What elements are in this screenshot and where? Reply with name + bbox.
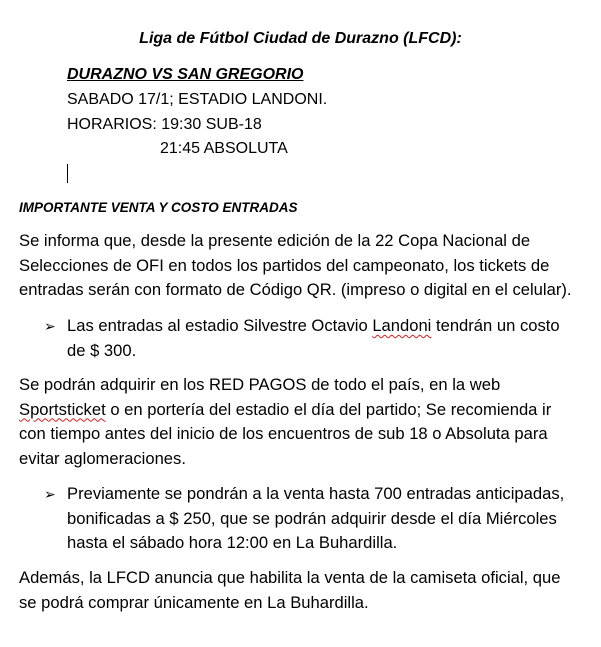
purchase-paragraph [19,373,594,471]
bullet-1-line-2: de $ 300. [67,340,137,360]
match-teams: DURAZNO VS SAN GREGORIO [67,66,304,83]
bullet-1-text-a: Las entradas al estadio Silvestre Octavio [67,316,373,335]
bullet-2 [67,482,564,556]
match-schedule-2: 21:45 ABSOLUTA [160,140,288,157]
text-cursor [67,164,68,183]
closing-line-2: se podrá comprar únicamente en La Buhardilla. [19,592,369,612]
intro-line-1: Se informa que, desde la presente edición de la 22 Copa Nacional de [19,231,531,250]
bullet-2-line-3: hasta el sábado hora 12:00 en La Buhardilla. [67,533,398,552]
bullet-2-line-2: bonificadas a $ 250, que se podrán adquirir desde el día Miércoles [67,508,557,528]
bullet-1 [67,314,560,363]
bullet-2-line-1: Previamente se pondrán a la venta hasta 700 entradas anticipadas, [67,484,565,503]
purchase-line-1: Se podrán adquirir en los RED PAGOS de todo el país, en la web [19,375,501,394]
closing-paragraph [19,566,594,615]
section-heading: IMPORTANTE VENTA Y COSTO ENTRADAS [19,200,298,215]
bullet-arrow-icon: ➢ [44,318,56,334]
purchase-line-4: evitar aglomeraciones. [19,448,186,468]
match-schedule-1: HORARIOS: 19:30 SUB-18 [67,116,262,133]
purchase-line-2 [19,398,594,423]
purchase-line-2-rest: o en portería del estadio el día del partido; Se recomienda ir [105,399,552,419]
spellcheck-word-landoni: Landoni [372,316,432,335]
bullet-1-line-1 [67,314,560,339]
spellcheck-word-sportsticket: Sportsticket [19,399,106,419]
purchase-line-3: con tiempo antes del inicio de los encuentros de sub 18 o Absoluta para [19,424,548,443]
bullet-arrow-icon: ➢ [44,486,56,502]
closing-line-1: Además, la LFCD anuncia que habilita la venta de la camiseta oficial, que [19,568,561,587]
document-title: Liga de Fútbol Ciudad de Durazno (LFCD): [139,30,462,47]
intro-line-2: Selecciones de OFI en todos los partidos del campeonato, los tickets de [19,255,550,275]
match-date-venue: SABADO 17/1; ESTADIO LANDONI. [67,91,328,108]
bullet-1-text-c: tendrán un costo [431,316,560,335]
intro-line-3: entradas serán con formato de Código QR. (impreso o digital en el celular). [19,280,572,299]
intro-paragraph [19,229,594,303]
